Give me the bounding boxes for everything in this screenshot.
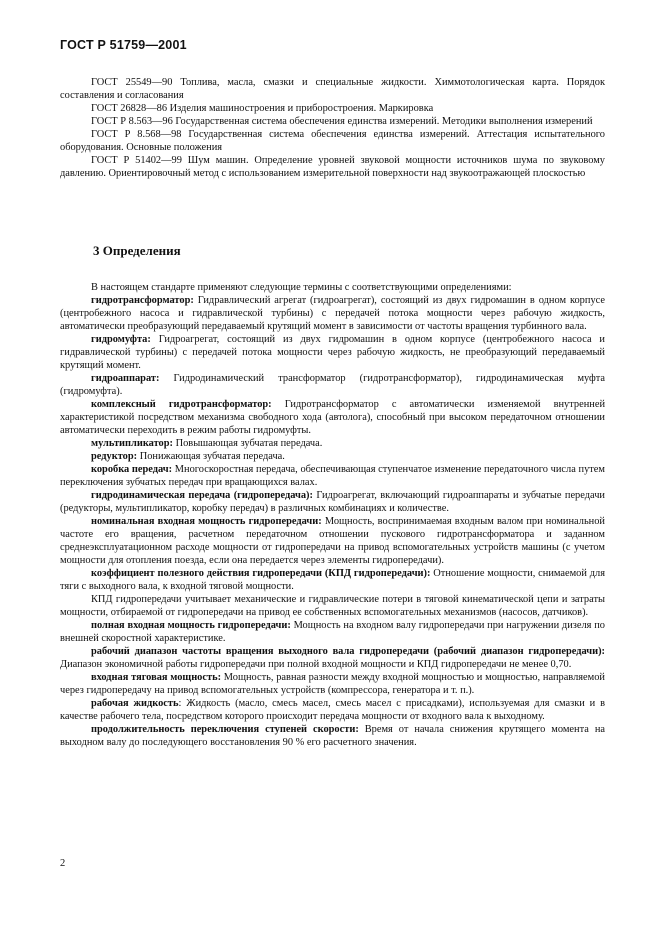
definition-item <box>60 333 605 372</box>
page-number: 2 <box>60 858 66 869</box>
reference-item: ГОСТ 25549—90 Топлива, масла, смазки и специальные жидкости. Химмотологическая карта. Порядок составления и согласования <box>60 77 605 101</box>
definitions-intro: В настоящем стандарте применяют следующие термины с соответствующими определениями: <box>91 282 512 293</box>
definition-text: Повышающая зубчатая передача. <box>173 438 323 449</box>
definition-text: КПД гидропередачи учитывает механические и гидравлические потери в тяговой кинематической цепи и затраты мощности, отбираемой от гидропередачи на привод ее собственных вспомогательных механизмов (насосов, датчиков). <box>60 594 605 618</box>
definition-item <box>60 398 605 437</box>
reference-item: ГОСТ Р 8.563—96 Государственная система обеспечения единства измерений. Методики выполнения измерений <box>91 116 593 127</box>
definition-term: продолжительность переключения ступеней скорости: <box>91 724 359 735</box>
definition-item <box>60 294 605 333</box>
definition-term: гидротрансформатор: <box>91 295 194 306</box>
definition-item <box>60 437 605 450</box>
definition-item <box>60 372 605 398</box>
definition-text: Время от начала снижения крутящего момента на выходном валу до последующего восстановления 90 % его расчетного значения. <box>60 724 605 748</box>
definition-term: гидроаппарат: <box>91 373 160 384</box>
definition-term: номинальная входная мощность гидропередачи: <box>91 516 322 527</box>
definition-text: Гидроагрегат, включающий гидроаппараты и зубчатые передачи (редукторы, мультипликатор, коробку передач) в различных комбинациях и количестве. <box>60 490 605 514</box>
definition-text: Гидроагрегат, состоящий из двух гидромашин в одном корпусе (центробежного насоса и гидравлической турбины) с передачей потока мощности через рабочую жидкость, не преобразующий передаваемый крутящий момент. <box>60 334 605 371</box>
definition-term: рабочая жидкость <box>91 698 179 709</box>
definition-item <box>60 450 605 463</box>
definition-text: Мощность, воспринимаемая входным валом при номинальной частоте его вращения, расчетном передаточном отношении пускового гидротрансформатора и заданном среднеэксплуатационном расходе мощности от гидропередачи на привод вспомогательных устройств машины (с учетом мощности для отопления поезда, если она передается через элементы гидропередачи). <box>60 516 605 566</box>
definition-term: входная тяговая мощность: <box>91 672 222 683</box>
definition-term: гидромуфта: <box>91 334 151 345</box>
definition-text: Мощность, равная разности между входной мощностью и мощностью, направляемой через гидропередачу на привод вспомогательных устройств (компрессора, генератора и т. п.). <box>60 672 605 696</box>
definition-item <box>60 515 605 567</box>
normative-references <box>60 76 605 180</box>
reference-item: ГОСТ 26828—86 Изделия машиностроения и приборостроения. Маркировка <box>91 103 434 114</box>
definition-item <box>60 567 605 593</box>
definition-term: коэффициент полезного действия гидропередачи (КПД гидропередачи): <box>91 568 431 579</box>
definition-text: Гидротрансформатор с автоматически изменяемой внутренней характеристикой посредством механизма свободного хода (автолога), способный при высоком передаточном отношении автоматически переходить в режим работы гидромуфты. <box>60 399 605 436</box>
definition-term: редуктор: <box>91 451 138 462</box>
definition-text: Гидродинамический трансформатор (гидротрансформатор), гидродинамическая муфта (гидромуфта). <box>60 373 605 397</box>
definition-text: Отношение мощности, снимаемой для тяги с выходного вала, к входной тяговой мощности. <box>60 568 605 592</box>
definition-item <box>60 489 605 515</box>
definition-text: Диапазон экономичной работы гидропередачи при полной входной мощности и КПД гидропередачи не менее 0,70. <box>60 659 572 670</box>
definition-term: рабочий диапазон частоты вращения выходного вала гидропередачи (рабочий диапазон гидропередачи): <box>91 646 605 657</box>
definition-item <box>60 645 605 671</box>
definition-term: коробка передач: <box>91 464 173 475</box>
definition-term: полная входная мощность гидропередачи: <box>91 620 291 631</box>
reference-item: ГОСТ Р 8.568—98 Государственная система обеспечения единства измерений. Аттестация испытательного оборудования. Основные положения <box>60 129 605 153</box>
reference-item: ГОСТ Р 51402—99 Шум машин. Определение уровней звуковой мощности источников шума по звуковому давлению. Ориентировочный метод с использованием измерительной поверхности над звукоотражающей плоскостью <box>60 155 605 179</box>
definition-item <box>60 619 605 645</box>
definition-item <box>60 697 605 723</box>
definition-text: Мощность на входном валу гидропередачи при нагружении дизеля по внешней скоростной характеристике. <box>60 620 605 644</box>
definition-item <box>60 671 605 697</box>
document-header: ГОСТ Р 51759—2001 <box>60 38 187 52</box>
definition-term: мультипликатор: <box>91 438 173 449</box>
definition-note <box>60 593 605 619</box>
section-title: 3 Определения <box>93 243 181 258</box>
definition-text: Гидравлический агрегат (гидроагрегат), состоящий из двух гидромашин в одном корпусе (центробежного насоса и гидравлической турбины) с передачей потока мощности через рабочую жидкость, автоматически преобразующий передаваемый крутящий момент в зависимости от частоты вращения турбинного вала. <box>60 295 605 332</box>
definition-text: Многоскоростная передача, обеспечивающая ступенчатое изменение передаточного числа путем переключения зубчатых передач при вращающихся валах. <box>60 464 605 488</box>
definition-term: гидродинамическая передача (гидропередача): <box>91 490 313 501</box>
definition-text: Понижающая зубчатая передача. <box>137 451 285 462</box>
definitions-list <box>60 281 605 749</box>
definition-item <box>60 723 605 749</box>
definition-term: комплексный гидротрансформатор: <box>91 399 272 410</box>
definition-item <box>60 463 605 489</box>
definition-text: : Жидкость (масло, смесь масел, смесь масел с присадками), используемая для смазки и в качестве рабочего тела, посредством которого происходит передача мощности от входного вала к выходному. <box>60 698 606 722</box>
